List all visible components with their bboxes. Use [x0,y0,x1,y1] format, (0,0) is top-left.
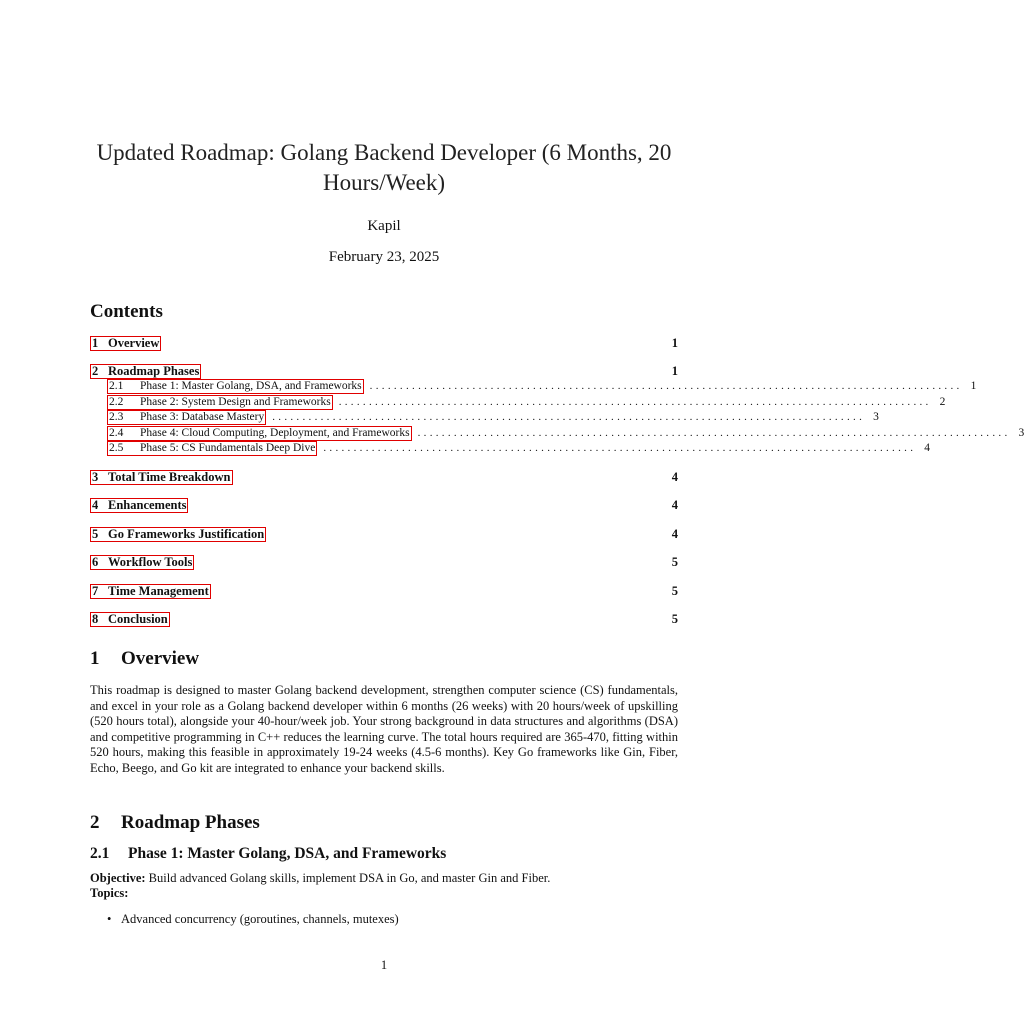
toc-link[interactable]: 7 Time Management [92,584,209,598]
subsection-heading-phase-1: 2.1 Phase 1: Master Golang, DSA, and Frameworks [90,845,447,862]
document-title: Updated Roadmap: Golang Backend Developer (6 Months, 20 Hours/Week) [96,140,672,195]
toc-link[interactable]: 8 Conclusion [92,612,168,626]
toc-page-number: 2 [939,396,946,408]
toc-page-number: 1 [671,336,678,350]
toc-page-number: 5 [671,584,678,598]
phase-1-objective [90,871,550,887]
toc-page-number: 3 [1018,427,1024,439]
toc-leader-dots: .................................................................................................. [369,380,963,392]
toc-leader-dots: .................................................................................................. [272,411,866,423]
toc-entry-frameworks-justification[interactable] [90,526,678,542]
toc-link[interactable]: 2.4 Phase 4: Cloud Computing, Deployment, and Frameworks [109,427,410,439]
bullet-icon: • [107,912,112,926]
toc-entry-enhancements[interactable] [90,497,678,513]
toc-entry-phase-4[interactable] [107,426,1024,441]
toc-entry-phase-1[interactable] [107,379,977,394]
toc-leader-dots: .................................................................................................. [417,427,1011,439]
toc-entry-conclusion[interactable] [90,611,678,627]
objective-label: Objective: [90,871,146,885]
toc-link[interactable]: 1 Overview [92,336,160,350]
toc-link[interactable]: 2.3 Phase 3: Database Mastery [109,411,265,423]
toc-link[interactable]: 2 Roadmap Phases [92,364,200,378]
objective-text: Build advanced Golang skills, implement DSA in Go, and master Gin and Fiber. [148,871,551,885]
list-item: • Advanced concurrency (goroutines, channels, mutexes) [107,912,399,926]
toc-leader-dots: .................................................................................................. [338,396,932,408]
toc-entry-phase-5[interactable] [107,441,931,456]
toc-page-number: 4 [924,442,931,454]
toc-link[interactable]: 6 Workflow Tools [92,555,193,569]
toc-page-number: 4 [671,470,678,484]
toc-page-number: 1 [671,364,678,378]
toc-heading: Contents [90,301,163,322]
toc-entry-total-time[interactable] [90,469,678,485]
toc-page-number: 1 [970,380,977,392]
document-author: Kapil [367,218,401,234]
phase-1-topics-label: Topics: [90,886,129,900]
page-number: 1 [380,958,388,972]
toc-link[interactable]: 2.5 Phase 5: CS Fundamentals Deep Dive [109,442,316,454]
toc-link[interactable]: 4 Enhancements [92,498,187,512]
toc-leader-dots: .................................................................................................. [323,442,917,454]
toc-entry-workflow-tools[interactable] [90,554,678,570]
toc-page-number: 4 [671,527,678,541]
toc-link[interactable]: 3 Total Time Breakdown [92,470,231,484]
section-heading-roadmap: 2 Roadmap Phases [90,812,260,833]
toc-entry-roadmap-phases[interactable] [90,363,678,379]
toc-entry-phase-2[interactable] [107,395,946,410]
toc-link[interactable]: 2.1 Phase 1: Master Golang, DSA, and Frameworks [109,380,362,392]
toc-page-number: 3 [873,411,879,423]
toc-page-number: 5 [671,555,678,569]
toc-page-number: 4 [671,498,678,512]
toc-page-number: 5 [671,612,678,626]
section-heading-overview: 1 Overview [90,648,200,669]
toc-entry-phase-3[interactable] [107,410,879,425]
toc-entry-overview[interactable] [90,335,678,351]
toc-link[interactable]: 2.2 Phase 2: System Design and Frameworks [109,396,331,408]
toc-link[interactable]: 5 Go Frameworks Justification [92,527,265,541]
overview-paragraph: This roadmap is designed to master Golang backend development, strengthen computer science (CS) fundamentals, and excel in your role as a Golang backend developer within 6 months (26 weeks) with 20 hours/week of upskilling (520 hours total), alongside your 40-hour/week job. Your strong background in data structures and algorithms (DSA) and competitive programming in C++ reduces the learning curve. The total hours required are 365-470, fitting within 520 hours, making this feasible in approximately 19-24 weeks (4.5-6 months). Key Go frameworks like Gin, Fiber, Echo, Beego, and Go kit are integrated to enhance your backend skills. [90,683,678,775]
document-date: February 23, 2025 [328,249,440,265]
toc-entry-time-management[interactable] [90,583,678,599]
